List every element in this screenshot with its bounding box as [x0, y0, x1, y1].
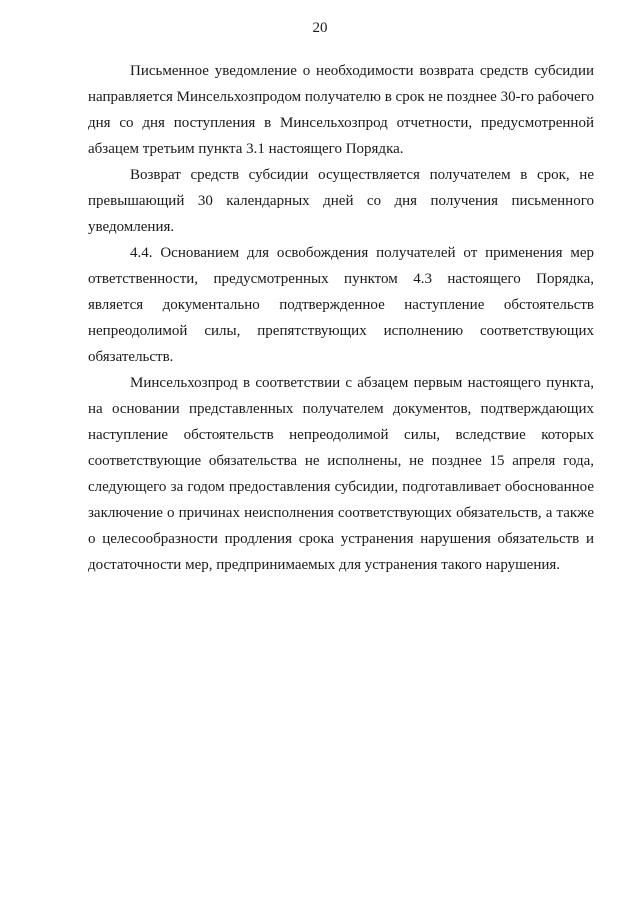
paragraph-ministry-conclusion: Минсельхозпрод в соответствии с абзацем первым настоящего пункта, на основании представленных получателем документов, подтверждающих наступление обстоятельств непреодолимой силы, вследствие которых соответствующие обязательства не исполнены, не позднее 15 апреля года, следующего за годом предоставления субсидии, подготавливает обоснованное заключение о причинах неисполнения соответствующих обязательств, а также о целесообразности продления срока устранения нарушения обязательств и достаточности мер, предпринимаемых для устранения такого нарушения.: [88, 375, 594, 573]
document-body: [88, 58, 594, 578]
paragraph-force-majeure-basis: 4.4. Основанием для освобождения получателей от применения мер ответственности, предусмотренных пунктом 4.3 настоящего Порядка, является документально подтвержденное наступление обстоятельств непреодолимой силы, препятствующих исполнению соответствующих обязательств.: [88, 245, 594, 365]
paragraph-refund-notice: Письменное уведомление о необходимости возврата средств субсидии направляется Минсельхозпродом получателю в срок не позднее 30-го рабочего дня со дня поступления в Минсельхозпрод отчетности, предусмотренной абзацем третьим пункта 3.1 настоящего Порядка.: [88, 63, 594, 157]
paragraph-refund-deadline: Возврат средств субсидии осуществляется получателем в срок, не превышающий 30 календарных дней со дня получения письменного уведомления.: [88, 167, 594, 235]
page-number: 20: [312, 20, 328, 36]
